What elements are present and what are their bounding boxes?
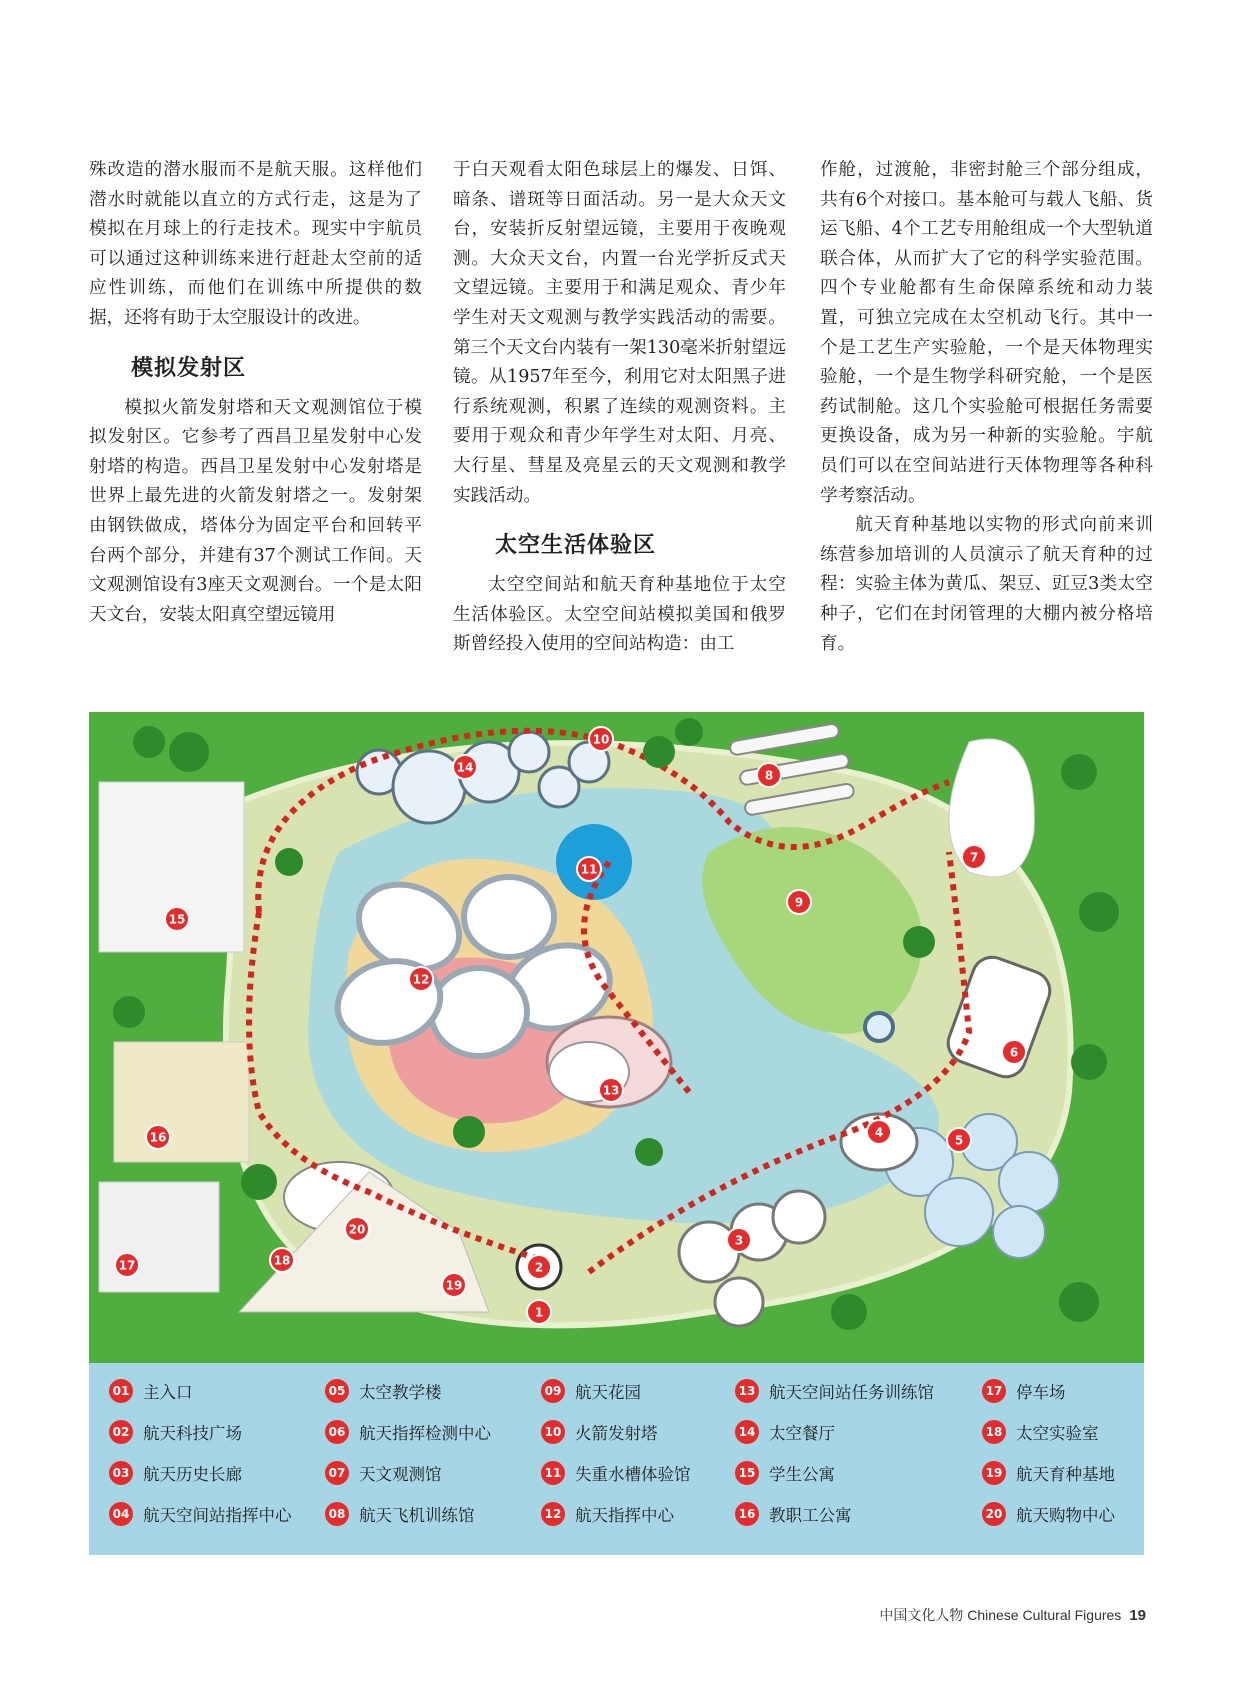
legend-label: 火箭发射塔 [575,1424,658,1443]
section-heading: 太空生活体验区 [495,533,657,559]
legend-item [109,1419,242,1445]
svg-text:17: 17 [118,1258,136,1273]
legend-item [541,1501,674,1527]
legend-item [541,1460,691,1486]
legend-item [982,1501,1115,1527]
svg-text:3: 3 [734,1233,744,1248]
legend-item [325,1460,442,1486]
svg-text:12: 12 [412,972,430,987]
map-marker-13 [599,1078,623,1102]
legend-number: 07 [325,1461,349,1485]
map-marker-2 [527,1255,551,1279]
svg-text:5: 5 [954,1133,964,1148]
map-marker-3 [727,1228,751,1252]
legend-item [735,1378,934,1404]
map-marker-16 [146,1125,170,1149]
svg-text:16: 16 [149,1130,167,1145]
legend-number: 06 [325,1420,349,1444]
legend-label: 天文观测馆 [359,1465,442,1484]
map-marker-8 [757,763,781,787]
legend-number: 16 [735,1502,759,1526]
svg-text:10: 10 [592,732,610,747]
legend-label: 航天科技广场 [143,1424,242,1443]
svg-text:9: 9 [794,895,804,910]
legend-number: 10 [541,1420,565,1444]
legend-item [109,1460,242,1486]
legend-label: 太空餐厅 [769,1424,835,1443]
legend-number: 05 [325,1379,349,1403]
legend-label: 停车场 [1016,1383,1066,1402]
legend-label: 航天指挥检测中心 [359,1424,491,1443]
paragraph: 航天育种基地以实物的形式向前来训练营参加培训的人员演示了航天育种的过程：实验主体为黄瓜、架豆、豇豆3类太空种子，它们在封闭管理的大棚内被分格培育。 [820,515,1153,654]
svg-text:18: 18 [273,1253,291,1268]
map-marker-7 [962,845,986,869]
legend-item [982,1460,1115,1486]
legend-number: 12 [541,1502,565,1526]
svg-text:8: 8 [764,768,774,783]
map-marker-14 [453,755,477,779]
legend-number: 04 [109,1502,133,1526]
legend-number: 14 [735,1420,759,1444]
paragraph: 作舱，过渡舱，非密封舱三个部分组成，共有6个对接口。基本舱可与载人飞船、货运飞船、4个工艺专用舱组成一个大型轨道联合体，从而扩大了它的科学实验范围。四个专业舱都有生命保障系统和动力装置，可独立完成在太空机动飞行。其中一个是工艺生产实验舱，一个是天体物理实验舱，一个是生物学科研究舱，一个是医药试制舱。这几个实验舱可根据任务需要更换设备，成为另一种新的实验舱。宇航员们可以在空间站进行天体物理等各种科学考察活动。 [820,160,1153,506]
svg-text:15: 15 [168,912,186,927]
legend-label: 航天育种基地 [1016,1465,1115,1484]
legend-item [735,1501,852,1527]
legend-number: 18 [982,1420,1006,1444]
legend-label: 航天花园 [575,1383,641,1402]
page-footer [879,1605,1146,1625]
map-marker-18 [270,1248,294,1272]
svg-text:19: 19 [445,1278,463,1293]
map-marker-20 [345,1217,369,1241]
legend-number: 13 [735,1379,759,1403]
legend-label: 学生公寓 [769,1465,835,1484]
legend-number: 08 [325,1502,349,1526]
legend-label: 太空教学楼 [359,1383,442,1402]
map-legend [89,1363,1144,1555]
paragraph: 太空空间站和航天育种基地位于太空生活体验区。太空空间站模拟美国和俄罗斯曾经投入使用的空间站构造：由工 [453,575,786,655]
legend-label: 航天空间站指挥中心 [143,1506,292,1525]
legend-label: 航天指挥中心 [575,1506,674,1525]
legend-number: 01 [109,1379,133,1403]
section-heading: 模拟发射区 [131,355,247,381]
svg-text:14: 14 [456,760,474,775]
svg-text:4: 4 [874,1125,884,1140]
legend-item [541,1378,641,1404]
map-marker-4 [867,1120,891,1144]
legend-item [325,1501,475,1527]
page-number: 19 [1129,1607,1146,1624]
legend-number: 15 [735,1461,759,1485]
legend-number: 02 [109,1420,133,1444]
svg-text:20: 20 [348,1222,366,1237]
svg-text:1: 1 [534,1305,544,1320]
legend-label: 教职工公寓 [769,1506,852,1525]
legend-label: 太空实验室 [1016,1424,1099,1443]
map-marker-6 [1002,1040,1026,1064]
map-marker-15 [165,907,189,931]
legend-item [982,1378,1066,1404]
text-column-1 [89,156,422,630]
site-plan-drawing [89,712,1144,1363]
legend-label: 失重水槽体验馆 [575,1465,691,1484]
legend-item [109,1378,193,1404]
map-marker-5 [947,1128,971,1152]
map-marker-9 [787,890,811,914]
text-column-2 [453,156,786,660]
svg-text:7: 7 [969,850,979,865]
publication-name: 中国文化人物 Chinese Cultural Figures [879,1607,1122,1623]
paragraph: 于白天观看太阳色球层上的爆发、日饵、暗条、谱斑等日面活动。另一是大众天文台，安装折反射望远镜，主要用于夜晚观测。大众天文台，内置一台光学折反式天文望远镜。主要用于和满足观众、青少年学生对天文观测与教学实践活动的需要。第三个天文台内装有一架130毫米折射望远镜。从1957年至今，利用它对太阳黑子进行系统观测，积累了连续的观测资料。主要用于观众和青少年学生对太阳、月亮、大行星、彗星及亮星云的天文观测和教学实践活动。 [453,160,786,506]
legend-number: 11 [541,1461,565,1485]
map-marker-1 [527,1300,551,1324]
site-plan-map [89,712,1144,1363]
legend-number: 19 [982,1461,1006,1485]
legend-label: 航天空间站任务训练馆 [769,1383,934,1402]
paragraph: 殊改造的潜水服而不是航天服。这样他们潜水时就能以直立的方式行走，这是为了模拟在月球上的行走技术。现实中宇航员可以通过这种训练来进行赶赴太空前的适应性训练，而他们在训练中所提供的数据，还将有助于太空服设计的改进。 [89,160,422,328]
svg-text:13: 13 [602,1083,620,1098]
legend-label: 航天飞机训练馆 [359,1506,475,1525]
svg-text:2: 2 [534,1260,544,1275]
text-column-3 [820,156,1153,659]
legend-item [109,1501,292,1527]
legend-number: 20 [982,1502,1006,1526]
legend-label: 主入口 [143,1383,193,1402]
legend-item [982,1419,1099,1445]
legend-number: 09 [541,1379,565,1403]
legend-item [735,1460,835,1486]
svg-text:6: 6 [1009,1045,1019,1060]
map-marker-11 [577,857,601,881]
legend-item [325,1378,442,1404]
legend-item [735,1419,835,1445]
legend-item [325,1419,491,1445]
svg-text:11: 11 [580,862,598,877]
legend-label: 航天购物中心 [1016,1506,1115,1525]
legend-number: 03 [109,1461,133,1485]
legend-label: 航天历史长廊 [143,1465,242,1484]
map-marker-17 [115,1253,139,1277]
paragraph: 模拟火箭发射塔和天文观测馆位于模拟发射区。它参考了西昌卫星发射中心发射塔的构造。西昌卫星发射中心发射塔是世界上最先进的火箭发射塔之一。发射架由钢铁做成，塔体分为固定平台和回转平台两个部分，并建有37个测试工作间。天文观测馆设有3座天文观测台。一个是太阳天文台，安装太阳真空望远镜用 [89,397,422,625]
map-marker-12 [409,967,433,991]
legend-item [541,1419,658,1445]
map-marker-10 [589,727,613,751]
legend-number: 17 [982,1379,1006,1403]
map-marker-19 [442,1273,466,1297]
